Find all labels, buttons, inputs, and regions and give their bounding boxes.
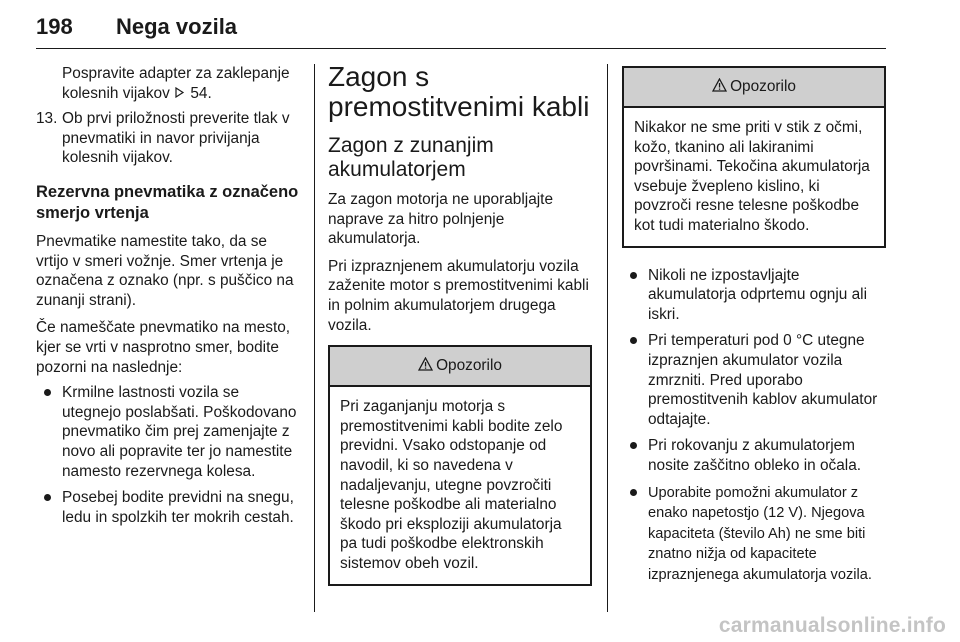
section-title: Nega vozila bbox=[116, 14, 238, 39]
continued-step-line2: kolesnih vijakov bbox=[62, 84, 170, 102]
page-header bbox=[36, 6, 886, 48]
bullet-icon bbox=[630, 442, 637, 449]
list-item bbox=[36, 383, 302, 481]
column-right bbox=[622, 64, 886, 592]
warning-text: Pri zaganjanju motorja s premostitvenimi kabli bodite zelo previdni. Vsako odstopanje od navodil, ki so navedena v nadaljevanju, utegne povzročiti telesne poškodbe ali materialno škodo pri eksploziji akumulatorja pa tudi poškodbe elektronskih sistemov obeh vozil. bbox=[340, 398, 563, 572]
warning-box bbox=[622, 66, 886, 248]
column-divider bbox=[314, 64, 315, 612]
list-item bbox=[622, 483, 886, 586]
numbered-step-13 bbox=[36, 109, 302, 168]
step-number: 13. bbox=[36, 110, 58, 128]
bullet-icon bbox=[44, 389, 51, 396]
paragraph: Pri izpraznjenem akumulatorju vozila zaženite motor s premostitvenimi kabli in polnim akumulatorjem drugega vozila. bbox=[328, 257, 589, 334]
list-item-text: Pri temperaturi pod 0 °C utegne izpraznjen akumulator vozila zmrzniti. Pred uporabo premostitvenih kablov akumulator odtajajte. bbox=[648, 332, 878, 428]
watermark: carmanualsonline.info bbox=[718, 614, 946, 637]
chapter-subtitle: Zagon z zunanjim akumulatorjem bbox=[328, 134, 494, 181]
bullet-icon bbox=[630, 489, 637, 496]
warning-triangle-icon bbox=[418, 347, 433, 385]
warning-title: Opozorilo bbox=[730, 78, 796, 95]
column-left bbox=[36, 64, 302, 534]
warning-title: Opozorilo bbox=[436, 357, 502, 375]
bullet-icon bbox=[44, 494, 51, 501]
warning-box bbox=[328, 345, 592, 585]
list-item-text: Uporabite pomožni akumulator z enako napetostjo (12 V). Njegova kapaciteta (število Ah) ne sme biti znatno nižja od kapacitete izpraznjenega akumulatorja vozila. bbox=[648, 484, 872, 583]
list-item bbox=[36, 488, 302, 527]
continued-step bbox=[36, 64, 302, 103]
paragraph: Pnevmatike namestite tako, da se vrtijo v smeri vožnje. Smer vrtenja je označena z oznako (npr. s puščico na zunanji strani). bbox=[36, 232, 294, 309]
column-divider bbox=[607, 64, 608, 612]
bullet-icon bbox=[630, 337, 637, 344]
list-item bbox=[622, 266, 886, 325]
list-item-text: Posebej bodite previdni na snegu, ledu in spolzkih ter mokrih cestah. bbox=[62, 489, 294, 526]
column-middle bbox=[328, 61, 592, 586]
list-item-text: Pri rokovanju z akumulatorjem nosite zaščitno obleko in očala. bbox=[648, 437, 862, 474]
warning-triangle-icon bbox=[712, 68, 727, 106]
arrow-reference-icon[interactable] bbox=[174, 84, 186, 104]
page-number: 198 bbox=[36, 14, 73, 39]
paragraph: Če nameščate pnevmatiko na mesto, kjer se vrti v nasprotno smer, bodite pozorni na naslednje: bbox=[36, 319, 291, 376]
warning-text: Nikakor ne sme priti v stik z očmi, kožo, tkanino ali lakiranimi površinami. Tekočina akumulatorja vsebuje žvepleno kislino, ki povzroči resne telesne poškodbe kot tudi materialno škodo. bbox=[634, 119, 870, 234]
list-item-text: Krmilne lastnosti vozila se utegnejo poslabšati. Poškodovano pnevmatiko čim prej zamenjajte z novo ali popravite ter jo namestite namesto rezervnega kolesa. bbox=[62, 384, 297, 480]
warning-header bbox=[330, 347, 590, 387]
list-item bbox=[622, 436, 886, 475]
bullet-icon bbox=[630, 272, 637, 279]
step-text: Ob prvi priložnosti preverite tlak v pnevmatiki in navor privijanja kolesnih vijakov. bbox=[62, 110, 290, 167]
header-rule bbox=[36, 48, 886, 49]
chapter-title: Zagon s premostitvenimi kabli bbox=[328, 61, 590, 122]
bullet-list bbox=[36, 383, 302, 527]
bullet-list bbox=[622, 266, 886, 586]
paragraph: Za zagon motorja ne uporabljajte naprave za hitro polnjenje akumulatorja. bbox=[328, 191, 554, 248]
continued-step-line1: Pospravite adapter za zaklepanje bbox=[62, 65, 290, 82]
warning-header bbox=[624, 68, 884, 108]
list-item bbox=[622, 331, 886, 429]
section-heading: Rezervna pnevmatika z označeno smerjo vrtenja bbox=[36, 182, 299, 222]
list-item-text: Nikoli ne izpostavljajte akumulatorja odprtemu ognju ali iskri. bbox=[648, 266, 868, 323]
reference-page[interactable]: 54. bbox=[190, 84, 212, 102]
